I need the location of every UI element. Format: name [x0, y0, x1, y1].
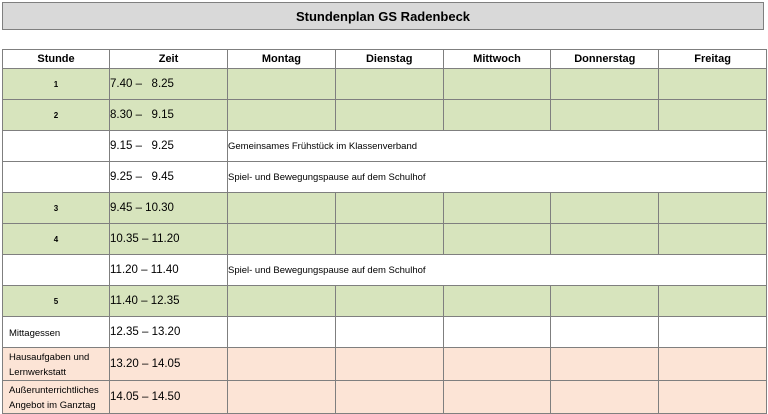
day-cell [443, 286, 551, 317]
zeit-cell: 9.25 – 9.45 [110, 162, 228, 193]
day-cell [228, 381, 336, 414]
day-cell [551, 69, 659, 100]
zeit-cell: 12.35 – 13.20 [110, 317, 228, 348]
day-cell [443, 100, 551, 131]
day-cell [551, 348, 659, 381]
header-freitag: Freitag [659, 50, 767, 69]
zeit-cell: 13.20 – 14.05 [110, 348, 228, 381]
day-cell [335, 381, 443, 414]
day-cell [551, 100, 659, 131]
day-cell [659, 69, 767, 100]
day-cell [335, 69, 443, 100]
stunde-cell: 1 [3, 69, 110, 100]
zeit-cell: 8.30 – 9.15 [110, 100, 228, 131]
day-cell [335, 193, 443, 224]
day-cell [551, 317, 659, 348]
note-cell: Spiel- und Bewegungspause auf dem Schulhof [228, 255, 767, 286]
header-stunde: Stunde [3, 50, 110, 69]
day-cell [443, 381, 551, 414]
day-cell [659, 381, 767, 414]
day-cell [443, 193, 551, 224]
table-row [3, 162, 767, 193]
day-cell [335, 317, 443, 348]
table-row [3, 255, 767, 286]
day-cell [659, 317, 767, 348]
table-row [3, 69, 767, 100]
day-cell [551, 286, 659, 317]
stunde-cell: Außerunterrichtliches Angebot im Ganztag [3, 381, 110, 414]
table-row [3, 131, 767, 162]
page-title: Stundenplan GS Radenbeck [2, 2, 764, 30]
day-cell [551, 193, 659, 224]
stunde-cell: Mittagessen [3, 317, 110, 348]
day-cell [228, 224, 336, 255]
day-cell [659, 348, 767, 381]
day-cell [443, 317, 551, 348]
stunde-cell: 2 [3, 100, 110, 131]
stunde-cell: 4 [3, 224, 110, 255]
header-row [3, 50, 767, 69]
day-cell [659, 224, 767, 255]
day-cell [228, 69, 336, 100]
zeit-cell: 10.35 – 11.20 [110, 224, 228, 255]
day-cell [551, 224, 659, 255]
day-cell [335, 348, 443, 381]
stunde-cell: Hausaufgaben und Lernwerkstatt [3, 348, 110, 381]
table-row [3, 317, 767, 348]
note-cell: Spiel- und Bewegungspause auf dem Schulhof [228, 162, 767, 193]
note-cell: Gemeinsames Frühstück im Klassenverband [228, 131, 767, 162]
table-row [3, 224, 767, 255]
day-cell [443, 69, 551, 100]
zeit-cell: 9.45 – 10.30 [110, 193, 228, 224]
table-row [3, 348, 767, 381]
day-cell [335, 286, 443, 317]
day-cell [335, 224, 443, 255]
header-montag: Montag [228, 50, 336, 69]
zeit-cell: 7.40 – 8.25 [110, 69, 228, 100]
zeit-cell: 11.40 – 12.35 [110, 286, 228, 317]
day-cell [659, 286, 767, 317]
header-dienstag: Dienstag [335, 50, 443, 69]
table-row [3, 100, 767, 131]
table-row [3, 381, 767, 414]
day-cell [228, 348, 336, 381]
day-cell [335, 100, 443, 131]
day-cell [659, 193, 767, 224]
day-cell [228, 286, 336, 317]
day-cell [228, 100, 336, 131]
day-cell [228, 317, 336, 348]
zeit-cell: 9.15 – 9.25 [110, 131, 228, 162]
table-row [3, 286, 767, 317]
day-cell [443, 348, 551, 381]
table-row [3, 193, 767, 224]
zeit-cell: 11.20 – 11.40 [110, 255, 228, 286]
stunde-cell: 3 [3, 193, 110, 224]
stunde-cell: 5 [3, 286, 110, 317]
header-mittwoch: Mittwoch [443, 50, 551, 69]
header-donnerstag: Donnerstag [551, 50, 659, 69]
day-cell [659, 100, 767, 131]
header-zeit: Zeit [110, 50, 228, 69]
schedule-table [2, 49, 767, 414]
day-cell [551, 381, 659, 414]
stunde-cell [3, 131, 110, 162]
stunde-cell [3, 255, 110, 286]
zeit-cell: 14.05 – 14.50 [110, 381, 228, 414]
stunde-cell [3, 162, 110, 193]
day-cell [443, 224, 551, 255]
day-cell [228, 193, 336, 224]
